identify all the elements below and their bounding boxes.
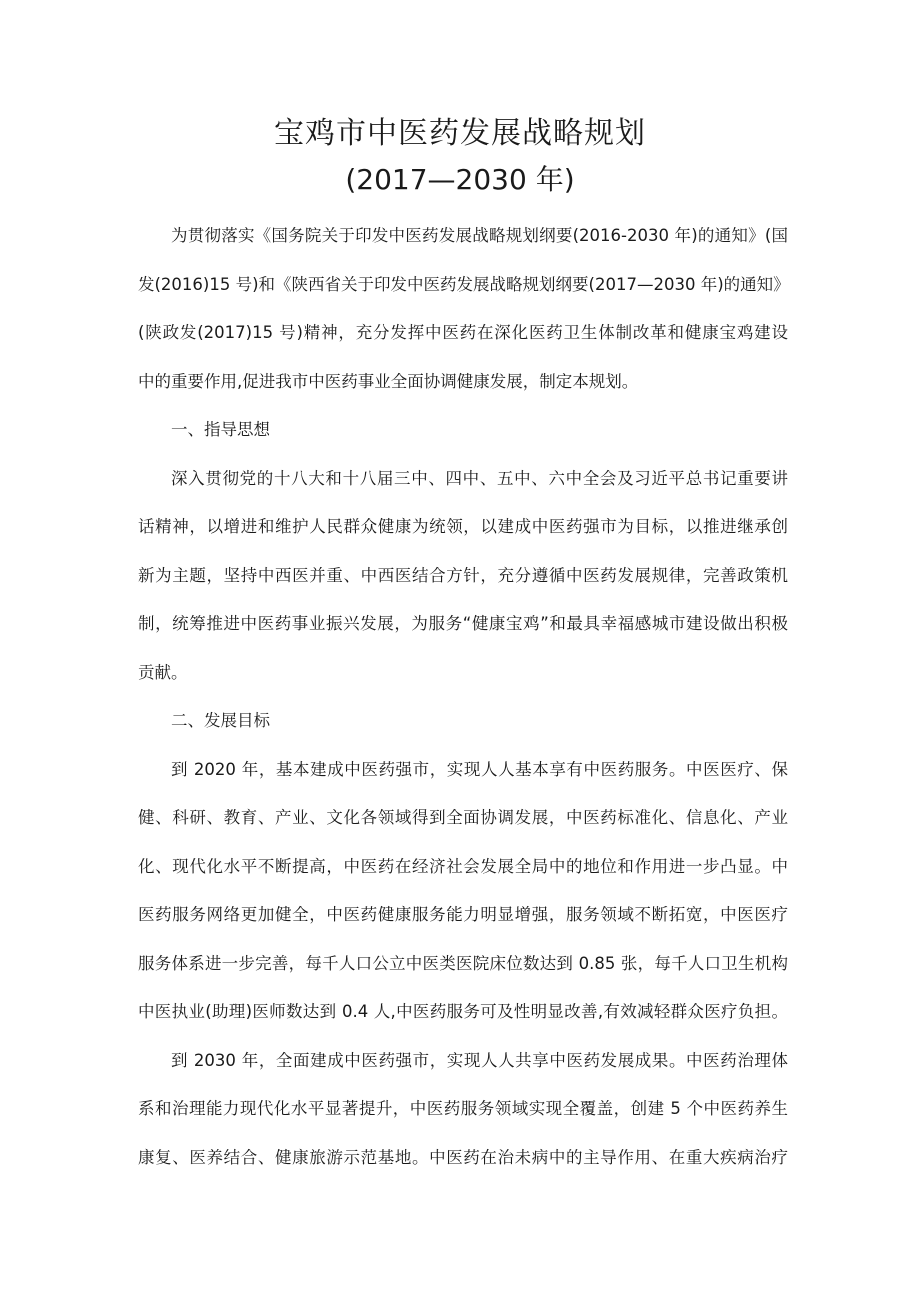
text-line: 医药服务网络更加健全，中医药健康服务能力明显增强，服务领域不断拓宽，中医医疗 <box>138 905 788 924</box>
text-line: 健、科研、教育、产业、文化各领域得到全面协调发展，中医药标准化、信息化、产业 <box>138 808 788 827</box>
text-line: 一、指导思想 <box>171 420 270 439</box>
text-line: 到 2020 年，基本建成中医药强市，实现人人基本享有中医药服务。中医医疗、保 <box>171 759 788 779</box>
document-title: 宝鸡市中医药发展战略规划 <box>274 116 646 151</box>
text-line: (陕政发(2017)15 号)精神，充分发挥中医药在深化医药卫生体制改革和健康宝鸡建设 <box>138 323 788 342</box>
text-line: 贡献。 <box>138 662 188 682</box>
text-line: 系和治理能力现代化水平显著提升，中医药服务领域实现全覆盖，创建 5 个中医药养生 <box>138 1099 788 1118</box>
text-line: 深入贯彻党的十八大和十八届三中、四中、五中、六中全会及习近平总书记重要讲 <box>171 468 788 488</box>
text-line: 二、发展目标 <box>171 711 270 730</box>
text-line: 发(2016)15 号)和《陕西省关于印发中医药发展战略规划纲要(2017—2030 年)的通知》 <box>138 274 790 294</box>
text-line: 制，统筹推进中医药事业振兴发展，为服务“健康宝鸡”和最具幸福感城市建设做出积极 <box>138 614 788 633</box>
text-line: 服务体系进一步完善，每千人口公立中医类医院床位数达到 0.85 张，每千人口卫生机构 <box>138 953 788 973</box>
text-line: 康复、医养结合、健康旅游示范基地。中医药在治未病中的主导作用、在重大疾病治疗 <box>138 1147 788 1167</box>
text-line: 为贯彻落实《国务院关于印发中医药发展战略规划纲要(2016-2030 年)的通知》(国 <box>171 226 788 245</box>
text-line: 中的重要作用,促进我市中医药事业全面协调健康发展，制定本规划。 <box>138 371 639 391</box>
text-line: 中医执业(助理)医师数达到 0.4 人,中医药服务可及性明显改善,有效减轻群众医疗负担。 <box>138 1002 788 1021</box>
text-line: 化、现代化水平不断提高，中医药在经济社会发展全局中的地位和作用进一步凸显。中 <box>138 856 788 876</box>
document-body <box>138 212 788 1182</box>
text-line: 新为主题，坚持中西医并重、中西医结合方针，充分遵循中医药发展规律，完善政策机 <box>138 565 788 585</box>
document-subtitle: (2017—2030 年) <box>345 163 575 196</box>
text-line: 话精神，以增进和维护人民群众健康为统领，以建成中医药强市为目标，以推进继承创 <box>138 517 788 536</box>
text-line: 到 2030 年，全面建成中医药强市，实现人人共享中医药发展成果。中医药治理体 <box>171 1050 788 1070</box>
